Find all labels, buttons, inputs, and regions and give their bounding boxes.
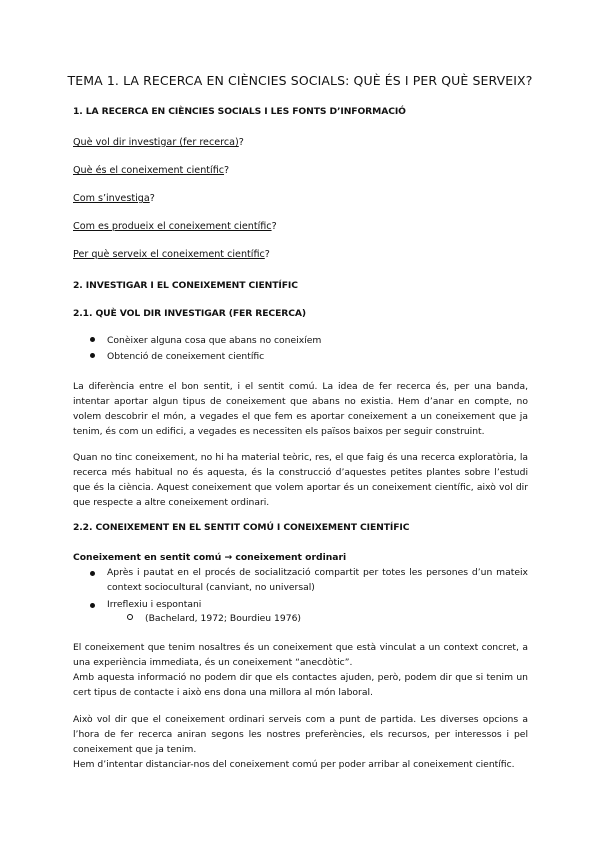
section-2-2-heading: 2.2. CONEIXEMENT EN EL SENTIT COMÚ I CONEIXEMENT CIENTÍFIC: [73, 522, 410, 533]
section-1-heading: 1. LA RECERCA EN CIÈNCIES SOCIALS I LES FONTS D’INFORMACIÓ: [73, 106, 406, 117]
subheading: Coneixement en sentit comú → coneixement ordinari: [73, 552, 347, 563]
bullet-icon: [90, 603, 95, 608]
bullet-icon: [90, 337, 95, 342]
link-per-que-serveix[interactable]: Per què serveix el coneixement científic?: [73, 249, 270, 260]
bullet-icon: [90, 571, 95, 576]
section-2-heading: 2. INVESTIGAR I EL CONEIXEMENT CIENTÍFIC: [73, 280, 298, 291]
paragraph: Hem d’intentar distanciar-nos del coneixement comú per poder arribar al coneixement científic.: [73, 759, 515, 770]
list-item: Après i pautat en el procés de socialització compartit per totes les persones d’un mateix context sociocultural (canviant, no universal): [107, 567, 528, 593]
list-item: Conèixer alguna cosa que abans no coneixíem: [90, 335, 321, 346]
link-coneixement-cientific[interactable]: Què és el coneixement científic?: [73, 165, 230, 176]
link-investigar[interactable]: Què vol dir investigar (fer recerca)?: [73, 137, 244, 148]
bullet-icon: [90, 353, 95, 358]
link-com-sinvestiga[interactable]: Com s’investiga?: [73, 193, 155, 204]
paragraph: La diferència entre el bon sentit, i el sentit comú. La idea de fer recerca és, per una banda, intentar aportar algun tipus de coneixement que abans no existia. Hem d’anar en compte, no volem descobrir el món, a vegades el que fem es aportar coneixement a un coneixement que ja tenim, és com un edifici, a vegades es necessiten els països baixos per seguir construint.: [73, 381, 528, 437]
link-com-es-produeix[interactable]: Com es produeix el coneixement científic?: [73, 221, 277, 232]
list-subitem: (Bachelard, 1972; Bourdieu 1976): [127, 613, 301, 624]
paragraph: El coneixement que tenim nosaltres és un coneixement que està vinculat a un context concret, a una experiència immediata, és un coneixement “anecdòtic”.: [73, 642, 528, 668]
paragraph: Quan no tinc coneixement, no hi ha material teòric, res, el que faig és una recerca exploratòria, la recerca més habitual no és aquesta, és la construcció d’aquestes petites plantes sobre l’estudi que és la ciència. Aquest coneixement que volem aportar és un coneixement científic, això vol dir que respecte a altre coneixement ordinari.: [73, 452, 528, 508]
list-item: Obtenció de coneixement científic: [90, 351, 264, 362]
document-title: TEMA 1. LA RECERCA EN CIÈNCIES SOCIALS: QUÈ ÉS I PER QUÈ SERVEIX?: [67, 73, 533, 88]
paragraph: Això vol dir que el coneixement ordinari serveis com a punt de partida. Les diverses opcions a l’hora de fer recerca aniran segons les nostres preferències, els recursos, per interessos i pel coneixement que ja tenim.: [73, 714, 528, 755]
list-item: Irreflexiu i espontani: [107, 599, 202, 610]
section-2-1-heading: 2.1. QUÈ VOL DIR INVESTIGAR (FER RECERCA): [73, 308, 306, 319]
paragraph: Amb aquesta informació no podem dir que els contactes ajuden, però, podem dir que si tenim un cert tipus de contacte i això ens dona una millora al món laboral.: [73, 672, 528, 698]
circle-bullet-icon: [127, 614, 133, 620]
